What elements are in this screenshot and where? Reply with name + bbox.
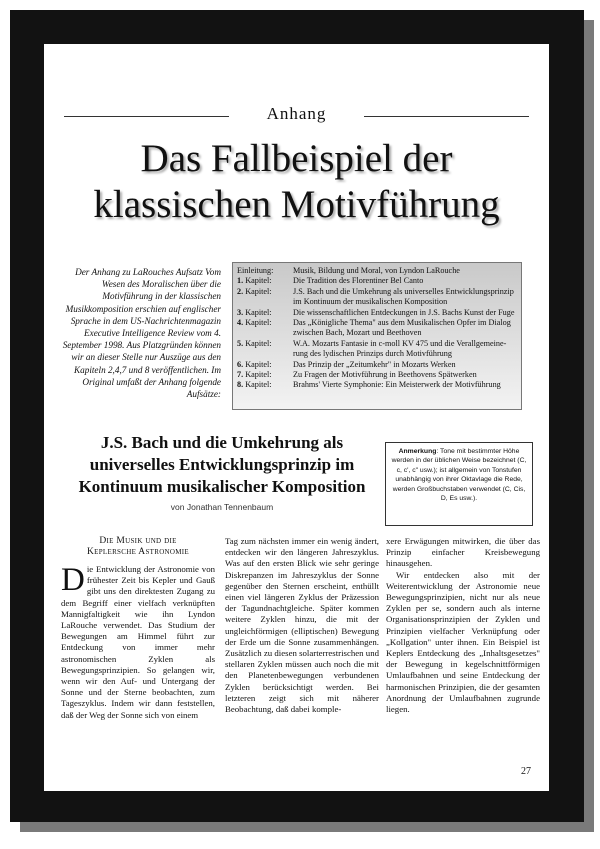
table-of-contents	[232, 262, 522, 410]
drop-cap: D	[61, 562, 85, 598]
main-title-line-2: klassischen Motivführung	[93, 183, 500, 226]
intro-text: Der Anhang zu LaRouches Aufsatz Vom Wesen des Moralischen über die Motivführung in der klassischen Musikkomposition erschien auf englischer Sprache in dem US-Nachrichtenmagazin Executive Intelligence Review vom 4. September 1998. Aus Platzgründen können wir an dieser Stelle nur Auszüge aus den Kapiteln 2,4,7 und 8 veröffentlichen. Im Original umfaßt der Anhang folgende Aufsätze:	[62, 267, 221, 400]
toc-text: Das Prinzip der „Zeitumkehr" in Mozarts Werken	[293, 359, 456, 369]
toc-text: Brahms' Vierte Symphonie: Ein Meisterwerk der Motivführung	[293, 380, 501, 390]
rule-left	[64, 116, 229, 117]
toc-row	[237, 318, 517, 339]
toc-label: Kapitel:	[245, 370, 272, 380]
toc-label: Kapitel:	[245, 380, 272, 390]
toc-label: Kapitel:	[245, 307, 272, 317]
toc-label: Kapitel:	[245, 359, 272, 369]
rule-right	[364, 116, 529, 117]
toc-text: J.S. Bach und die Umkehrung als universelles Entwicklungsprinzip	[293, 286, 514, 296]
column-heading-line-2: Keplersche Astronomie	[87, 547, 189, 557]
section-heading	[64, 104, 529, 122]
article-title-line-1: J.S. Bach und die Umkehrung als	[100, 433, 344, 452]
toc-row	[237, 276, 517, 286]
toc-label: Kapitel:	[245, 286, 272, 296]
toc-label: Kapitel:	[245, 276, 272, 286]
toc-num: 6.	[237, 359, 244, 369]
note-box	[385, 442, 533, 526]
paragraph: Tag zum nächsten immer ein wenig ändert, entdecken wir den längeren Jahreszyklus. Was auf den ersten Blick wie sehr geringe Diskrepanzen im Jahreszyklus der Sonne gegenüber den Sternen erscheint, enthüllt einen viel längeren Zyklus der Präzession der Tagundnachtgleiche. Später kommen weitere Zyklen hinzu, die mit der ungleichförmigen (elliptischen) Bewegung der Erde um die Sonne zusammenhängen. Zusätzlich zu diesen solarterrestrischen und stellaren Zyklen müssen auch noch die mit den Planetenbewegungen verbundenen Zyklen berücksichtigt werden. Bei letzteren zeigt sich mit näherer Beobachtung, daß dabei komple-	[225, 536, 379, 715]
toc-text: Die Tradition des Florentiner Bel Canto	[293, 276, 424, 286]
toc-text: Musik, Bildung und Moral, von Lyndon LaRouche	[293, 266, 460, 275]
article-title-line-3: Kontinuum musikalischer Komposition	[78, 477, 366, 496]
toc-row	[237, 360, 517, 370]
column-heading-line-1: Die Musik und die	[99, 536, 177, 546]
toc-text: W.A. Mozarts Fantasie in c-moll KV 475 und die Verallgemeine-	[293, 338, 507, 348]
toc-text-2: zwischen Bach, Mozart und Beethoven	[293, 328, 422, 338]
section-label: Anhang	[266, 104, 327, 123]
toc-num: 4.	[237, 318, 244, 328]
toc-label: Kapitel:	[245, 338, 272, 348]
text-column-2	[225, 536, 379, 715]
paragraph: xere Erwägungen mitwirken, die über das Prinzip einfacher Kreisbewegung hinausgehen.	[386, 536, 540, 569]
toc-num: 2.	[237, 286, 244, 296]
toc-num: 3.	[237, 307, 244, 317]
page-number: 27	[521, 766, 531, 777]
main-title	[44, 136, 549, 228]
toc-num: 1.	[237, 276, 244, 286]
toc-text-2: rung des lydischen Prinzips durch Motivführung	[293, 349, 452, 359]
text-column-1	[61, 536, 215, 721]
text-column-3	[386, 536, 540, 715]
toc-row	[237, 287, 517, 308]
toc-text: Zu Fragen der Motivführung in Beethovens Spätwerken	[293, 370, 477, 380]
note-label: Anmerkung	[398, 448, 437, 455]
toc-row	[237, 339, 517, 360]
column-heading	[61, 536, 215, 558]
toc-label: Einleitung:	[237, 266, 274, 275]
paragraph	[61, 564, 215, 721]
article-title	[62, 432, 382, 498]
article-author: von Jonathan Tennenbaum	[170, 502, 274, 512]
main-title-line-1: Das Fallbeispiel der	[140, 137, 453, 180]
toc-text-2: im Kontinuum der musikalischen Komposition	[293, 297, 448, 307]
document-page	[44, 44, 549, 791]
toc-label: Kapitel:	[245, 318, 272, 328]
toc-num: 7.	[237, 370, 244, 380]
toc-row	[237, 370, 517, 380]
toc-text: Die wissenschaftlichen Entdeckungen in J.S. Bachs Kunst der Fuge	[293, 307, 515, 317]
paragraph-text: ie Entwicklung der Astronomie von frühester Zeit bis Kepler und Gauß gibt uns den direktesten Zugang zu dem Begriff einer vielfach verknüpften Mannigfaltigkeit wie ihn Lyndon LaRouche verwendet. Das Studium der Bewegungen am Himmel führt zur Entdeckung von immer mehr astronomischen Zyklen als Bewegungsprinzipien. So gelangen wir, wenn wir den Auf- und Untergang der Sonne und der Sterne beobachten, zum Tageszyklus. Indem wir dann feststellen, daß der Weg der Sonne sich von einem	[61, 564, 215, 720]
toc-text: Das „Königliche Thema" aus dem Musikalischen Opfer im Dialog	[293, 318, 511, 328]
article-title-line-2: universelles Entwicklungsprinzip im	[89, 455, 355, 474]
toc-row	[237, 380, 517, 390]
toc-num: 5.	[237, 338, 244, 348]
note-text: : Tone mit bestimmter Höhe werden in der üblichen Weise bezeichnet (C, c, c', c" usw.); ist allgemein von Tonstufen unabhängig von ihrer Oktavlage die Rede, werden Großbuchstaben verwendet (C, Cis, D, Es usw.).	[391, 448, 527, 503]
toc-row	[237, 308, 517, 318]
toc-num: 8.	[237, 380, 244, 390]
toc-row	[237, 266, 517, 276]
paragraph: Wir entdecken also mit der Weiterentwicklung der Astronomie neue Bewegungsprinzipien, nicht nur als neue Zyklen per se, sondern auch als interne Organisationsprinzipien der Zyklen und Prinzipien vielfacher Verknüpfung oder „Kollgation" unter ihnen. Ein Beispiel ist Keplers Entdeckung des „Inhaltsgesetzes" der Bewegung in kegelschnittförmigen Umlaufbahnen und seine Entdeckung der harmonischen Prinzipien, die der gesamten Anordnung der Umlaufbahnen zugrunde liegen.	[386, 569, 540, 715]
